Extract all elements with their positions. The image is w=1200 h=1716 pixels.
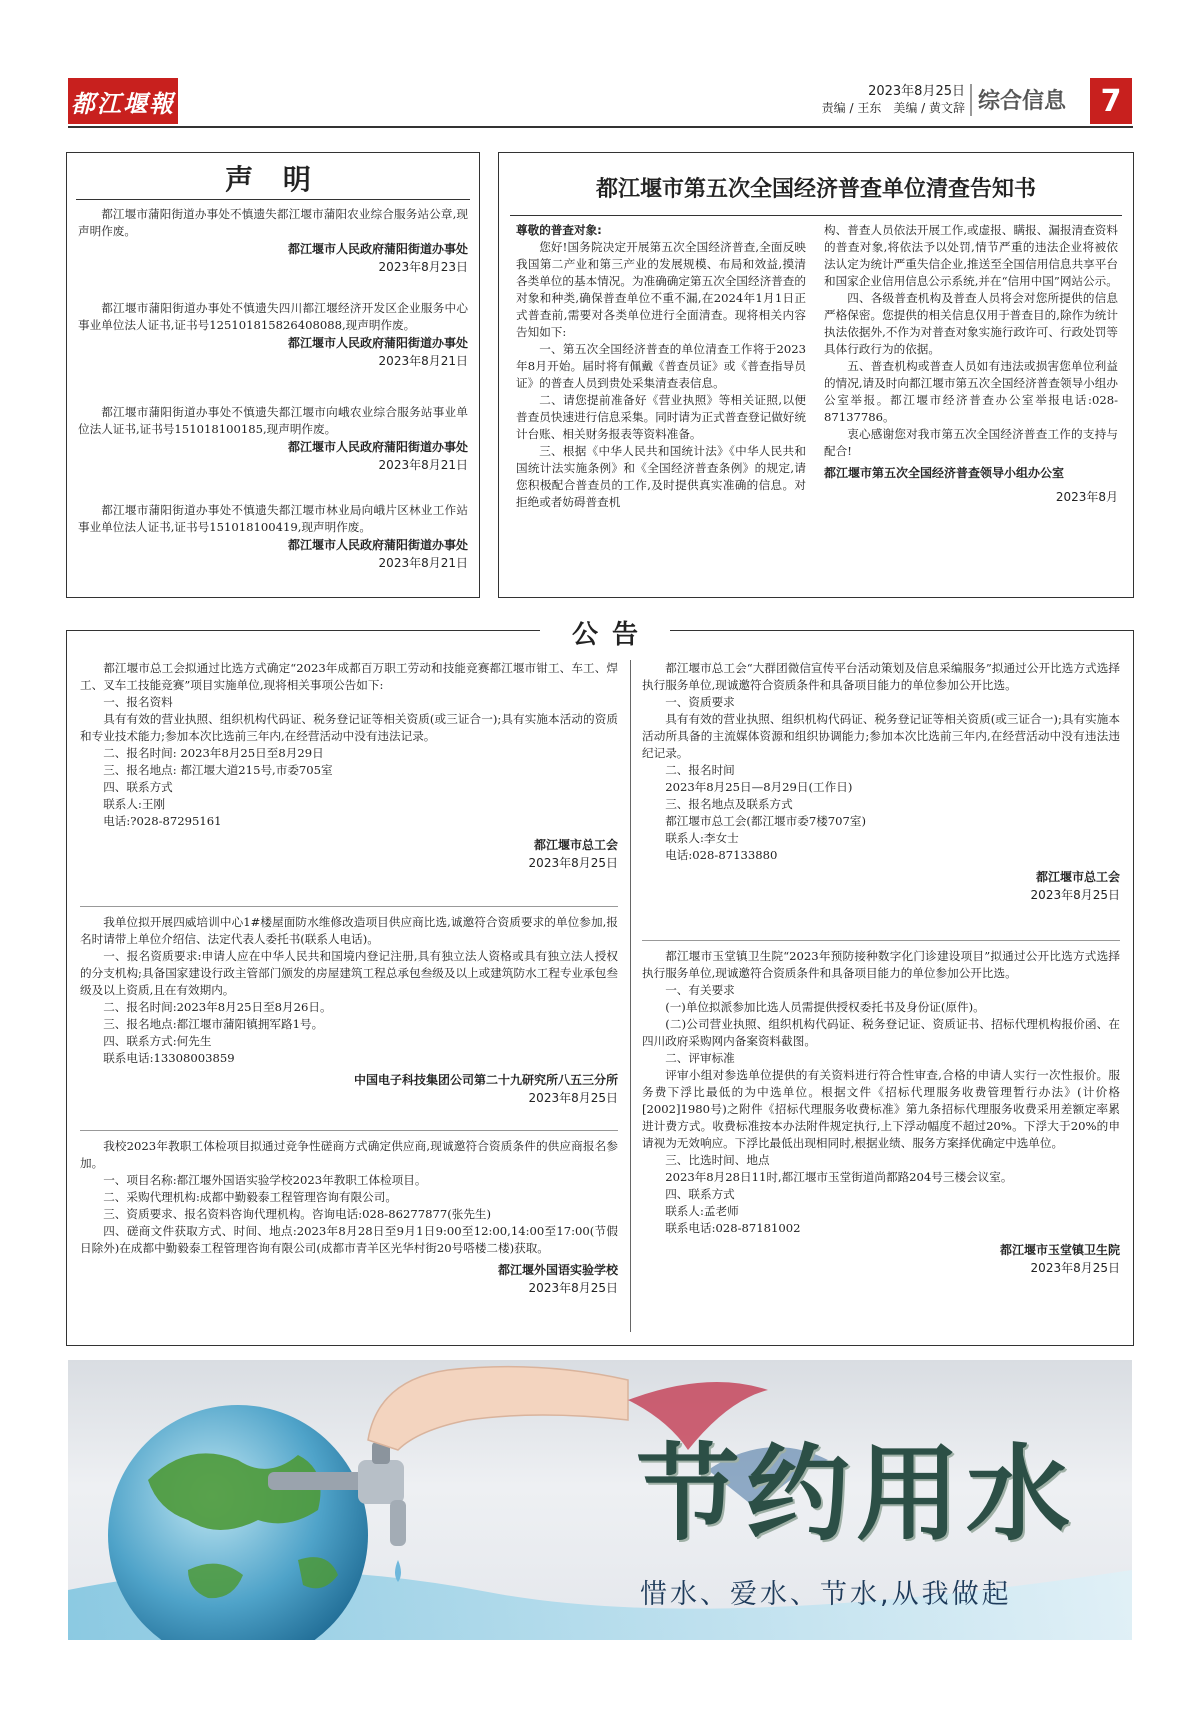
- announcement-date: 2023年8月25日: [528, 1091, 618, 1105]
- announcement-paragraph: 三、报名地点及联系方式: [665, 797, 793, 811]
- announcement-paragraph: 二、评审标准: [665, 1051, 735, 1065]
- statement-title: 声 明: [225, 163, 321, 196]
- announcement-paragraph: 二、报名时间: 2023年8月25日至8月29日: [103, 746, 324, 760]
- announcement-paragraph: 一、资质要求: [665, 695, 735, 709]
- header-separator: [970, 84, 972, 116]
- announcement-paragraph: 都江堰市总工会拟通过比选方式确定“2023年成都百万职工劳动和技能竞赛都江堰市钳工、车工、焊工、叉车工技能竞赛”项目实施单位,现将相关事项公告如下:: [80, 661, 618, 692]
- census-paragraph: 衷心感谢您对我市第五次全国经济普查工作的支持与配合!: [824, 427, 1118, 458]
- faucet-body: [358, 1460, 404, 1504]
- statement-item: [78, 300, 468, 370]
- census-notice-right-column: [824, 222, 1118, 506]
- announcement-paragraph: 电话:028-87133880: [665, 848, 778, 862]
- announcement-title: 公告: [540, 614, 670, 648]
- announcement-paragraph: 四、联系方式: [665, 1187, 735, 1201]
- newspaper-logo: 都江堰報: [68, 78, 178, 124]
- census-paragraph: 一、第五次全国经济普查的单位清查工作将于2023年8月开始。届时将有佩戴《普查员证》或《普查指导员证》的普查人员到贵处采集清查表信息。: [516, 342, 806, 390]
- announcement-paragraph: 我单位拟开展四威培训中心1#楼屋面防水维修改造项目供应商比选,诚邀符合资质要求的单位参加,报名时请带上单位介绍信、法定代表人委托书(联系人电话)。: [80, 915, 618, 946]
- statement-item: [78, 206, 468, 276]
- statement-item: [78, 404, 468, 474]
- header-rule: [68, 126, 1133, 128]
- announcement-paragraph: 联系人:孟老师: [665, 1204, 739, 1218]
- announcement-paragraph: 具有有效的营业执照、组织机构代码证、税务登记证等相关资质(或三证合一);具有实施本活动所具备的主流媒体资源和组织协调能力;参加本次比选前三年内,在经营活动中没有违法违纪记录。: [642, 712, 1120, 760]
- statement-date: 2023年8月21日: [378, 458, 468, 472]
- census-paragraph: 三、根据《中华人民共和国统计法》《中华人民共和国统计法实施条例》和《全国经济普查条例》的规定,请您积极配合普查员的工作,及时提供真实准确的信息。对拒绝或者妨碍普查机: [516, 444, 806, 509]
- census-notice-title: 都江堰市第五次全国经济普查单位清查告知书: [595, 176, 1036, 202]
- statement-org: 都江堰市人民政府蒲阳街道办事处: [287, 242, 468, 256]
- announcement-separator: [80, 906, 618, 907]
- announcement-date: 2023年8月25日: [1030, 888, 1120, 902]
- census-notice-title-rule: [510, 215, 1122, 216]
- announcement-paragraph: 四、联系方式:何先生: [103, 1034, 212, 1048]
- census-paragraph: 您好!国务院决定开展第五次全国经济普查,全面反映我国第二产业和第三产业的发展规模、布局和效益,摸清各类单位的基本情况。为准确确定第五次全国经济普查的对象和种类,确保普查单位不重不漏,在2024年1月1日正式普查前,需要对各类单位进行全面清查。现将相关内容告知如下:: [516, 240, 806, 339]
- announcement-org: 都江堰市玉堂镇卫生院: [999, 1243, 1120, 1257]
- statement-date: 2023年8月21日: [378, 354, 468, 368]
- census-paragraph: 五、普查机构或普查人员如有违法或损害您单位利益的情况,请及时向都江堰市第五次全国经济普查领导小组办公室举报。都江堰市经济普查办公室举报电话:028-87137786。: [824, 359, 1118, 424]
- announcement-separator: [642, 940, 1120, 941]
- announcement-paragraph: 都江堰市玉堂镇卫生院“2023年预防接种数字化门诊建设项目”拟通过公开比选方式选择执行服务单位,现诚邀符合资质条件和具备项目能力的单位参加公开比选。: [642, 949, 1120, 980]
- statement-date: 2023年8月23日: [378, 260, 468, 274]
- announcement-paragraph: 三、报名地点:都江堰市蒲阳镇拥军路1号。: [103, 1017, 324, 1031]
- issue-date: 2023年8月25日: [868, 84, 965, 99]
- announcement-paragraph: 一、有关要求: [665, 983, 735, 997]
- announcement-paragraph: 都江堰市总工会(都江堰市委7楼707室): [665, 814, 867, 828]
- announcement-paragraph: 联系电话:028-87181002: [665, 1221, 801, 1235]
- section-name: 综合信息: [978, 89, 1067, 114]
- statement-text: 都江堰市蒲阳街道办事处不慎遗失都江堰市蒲阳农业综合服务站公章,现声明作废。: [78, 207, 468, 238]
- announcement-paragraph: 2023年8月28日11时,都江堰市玉堂街道尚都路204号三楼会议室。: [665, 1170, 1013, 1184]
- announcement-paragraph: 电话:?028-87295161: [103, 814, 222, 828]
- announcement-paragraph: 三、比选时间、地点: [665, 1153, 770, 1167]
- announcement-paragraph: 我校2023年教职工体检项目拟通过竞争性磋商方式确定供应商,现诚邀符合资质条件的供应商报名参加。: [80, 1139, 618, 1170]
- census-paragraph: 二、请您提前准备好《营业执照》等相关证照,以便普查员快速进行信息采集。同时请为正式普查登记做好统计台账、相关财务报表等资料准备。: [516, 393, 806, 441]
- statement-text: 都江堰市蒲阳街道办事处不慎遗失都江堰市向峨农业综合服务站事业单位法人证书,证书号151018100185,现声明作废。: [78, 405, 468, 436]
- statement-text: 都江堰市蒲阳街道办事处不慎遗失四川都江堰经济开发区企业服务中心事业单位法人证书,证书号125101815826408088,现声明作废。: [78, 301, 468, 332]
- banner-subtitle: 惜水、爱水、节水,从我做起: [640, 1579, 1012, 1610]
- banner-title: 节约用水: [636, 1432, 1077, 1555]
- statement-date: 2023年8月21日: [378, 556, 468, 570]
- announcement-item: [642, 948, 1120, 1277]
- statement-org: 都江堰市人民政府蒲阳街道办事处: [287, 538, 468, 552]
- announcement-paragraph: 联系人:李女士: [665, 831, 739, 845]
- announcement-paragraph: (二)公司营业执照、组织机构代码证、税务登记证、资质证书、招标代理机构报价函、在四川政府采购网内备案资料截图。: [642, 1017, 1120, 1048]
- announcement-paragraph: 都江堰市总工会“大群团微信宣传平台活动策划及信息采编服务”拟通过公开比选方式选择执行服务单位,现诚邀符合资质条件和具备项目能力的单位参加公开比选。: [642, 661, 1120, 692]
- announcement-paragraph: 一、报名资料: [103, 695, 173, 709]
- announcement-paragraph: 二、报名时间:2023年8月25日至8月26日。: [103, 1000, 332, 1014]
- census-salutation: 尊敬的普查对象:: [516, 223, 602, 237]
- announcement-paragraph: 二、采购代理机构:成都中勤毅泰工程管理咨询有限公司。: [103, 1190, 397, 1204]
- announcement-paragraph: 三、资质要求、报名资料咨询代理机构。咨询电话:028-86277877(张先生): [103, 1207, 492, 1221]
- announcement-column-divider: [630, 660, 631, 1332]
- announcement-org: 都江堰市总工会: [533, 838, 618, 852]
- census-notice-left-column: [516, 222, 806, 511]
- hand-shape: [368, 1367, 628, 1450]
- announcement-paragraph: 一、项目名称:都江堰外国语实验学校2023年教职工体检项目。: [103, 1173, 427, 1187]
- announcement-paragraph: 具有有效的营业执照、组织机构代码证、税务登记证等相关资质(或三证合一);具有实施本活动的资质和专业技术能力;参加本次比选前三年内,在经营活动中没有违法记录。: [80, 712, 618, 743]
- announcement-paragraph: 评审小组对参选单位提供的有关资料进行符合性审查,合格的申请人实行一次性报价。服务费下浮比最低的为中选单位。根据文件《招标代理服务收费管理暂行办法》(计价格[2002]1980号)之附件《招标代理服务收费标准》第九条招标代理服务收费采用差额定率累进计费方式。收费标准按本办法附件规定执行,上下浮动幅度不超过20%。下浮大于20%的申请视为无效响应。下浮比最低出现相同时,根据业绩、服务方案择优确定中选单位。: [642, 1068, 1120, 1150]
- announcement-paragraph: 二、报名时间: [665, 763, 735, 777]
- announcement-date: 2023年8月25日: [528, 1281, 618, 1295]
- statement-text: 都江堰市蒲阳街道办事处不慎遗失都江堰市林业局向峨片区林业工作站事业单位法人证书,证书号151018100419,现声明作废。: [78, 503, 468, 534]
- page-number: 7: [1090, 78, 1132, 124]
- announcement-org: 中国电子科技集团公司第二十九研究所八五三分所: [353, 1073, 618, 1087]
- announcement-paragraph: 一、报名资质要求:申请人应在中华人民共和国境内登记注册,具有独立法人资格或具有独立法人授权的分支机构;具备国家建设行政主管部门颁发的房屋建筑工程总承包叁级及以上或建筑防水工程专业承包叁级及以上资质,且在有效期内。: [80, 949, 618, 997]
- statement-org: 都江堰市人民政府蒲阳街道办事处: [287, 336, 468, 350]
- announcement-paragraph: 联系人:王刚: [103, 797, 166, 811]
- announcement-paragraph: 四、联系方式: [103, 780, 173, 794]
- announcement-paragraph: 2023年8月25日—8月29日(工作日): [665, 780, 853, 794]
- announcement-date: 2023年8月25日: [528, 856, 618, 870]
- announcement-item: [80, 1138, 618, 1297]
- statement-org: 都江堰市人民政府蒲阳街道办事处: [287, 440, 468, 454]
- census-paragraph: 四、各级普查机构及普查人员将会对您所提供的信息严格保密。您提供的相关信息仅用于普查目的,除作为统计执法依据外,不作为对普查对象实施行政许可、行政处罚等具体行政行为的依据。: [824, 291, 1118, 356]
- editors-line: 责编 / 王东 美编 / 黄文辞: [821, 101, 965, 115]
- statement-title-rule: [76, 199, 470, 200]
- announcement-org: 都江堰市总工会: [1035, 870, 1120, 884]
- census-date: 2023年8月: [1055, 490, 1118, 504]
- announcement-paragraph: (一)单位拟派参加比选人员需提供授权委托书及身份证(原件)。: [665, 1000, 985, 1014]
- announcement-paragraph: 联系电话:13308003859: [103, 1051, 235, 1065]
- census-signature: 都江堰市第五次全国经济普查领导小组办公室: [824, 466, 1065, 480]
- announcement-org: 都江堰外国语实验学校: [497, 1263, 618, 1277]
- announcement-item: [80, 660, 618, 872]
- statement-item: [78, 502, 468, 572]
- announcement-paragraph: 四、磋商文件获取方式、时间、地点:2023年8月28日至9月1日9:00至12:00,14:00至17:00(节假日除外)在成都中勤毅泰工程管理咨询有限公司(成都市青羊区光华村街20号嗒楼二楼)获取。: [80, 1224, 618, 1255]
- announcement-item: [80, 914, 618, 1107]
- announcement-separator: [80, 1130, 618, 1131]
- announcement-date: 2023年8月25日: [1030, 1261, 1120, 1275]
- faucet-spout: [390, 1500, 406, 1546]
- announcement-paragraph: 三、报名地点: 都江堰大道215号,市委705室: [103, 763, 333, 777]
- announcement-item: [642, 660, 1120, 904]
- census-paragraph: 构、普查人员依法开展工作,或虚报、瞒报、漏报清查资料的普查对象,将依法予以处罚,情节严重的违法企业将被依法认定为统计严重失信企业,推送至全国信用信息共享平台和国家企业信用信息公示系统,并在“信用中国”网站公示。: [824, 223, 1118, 288]
